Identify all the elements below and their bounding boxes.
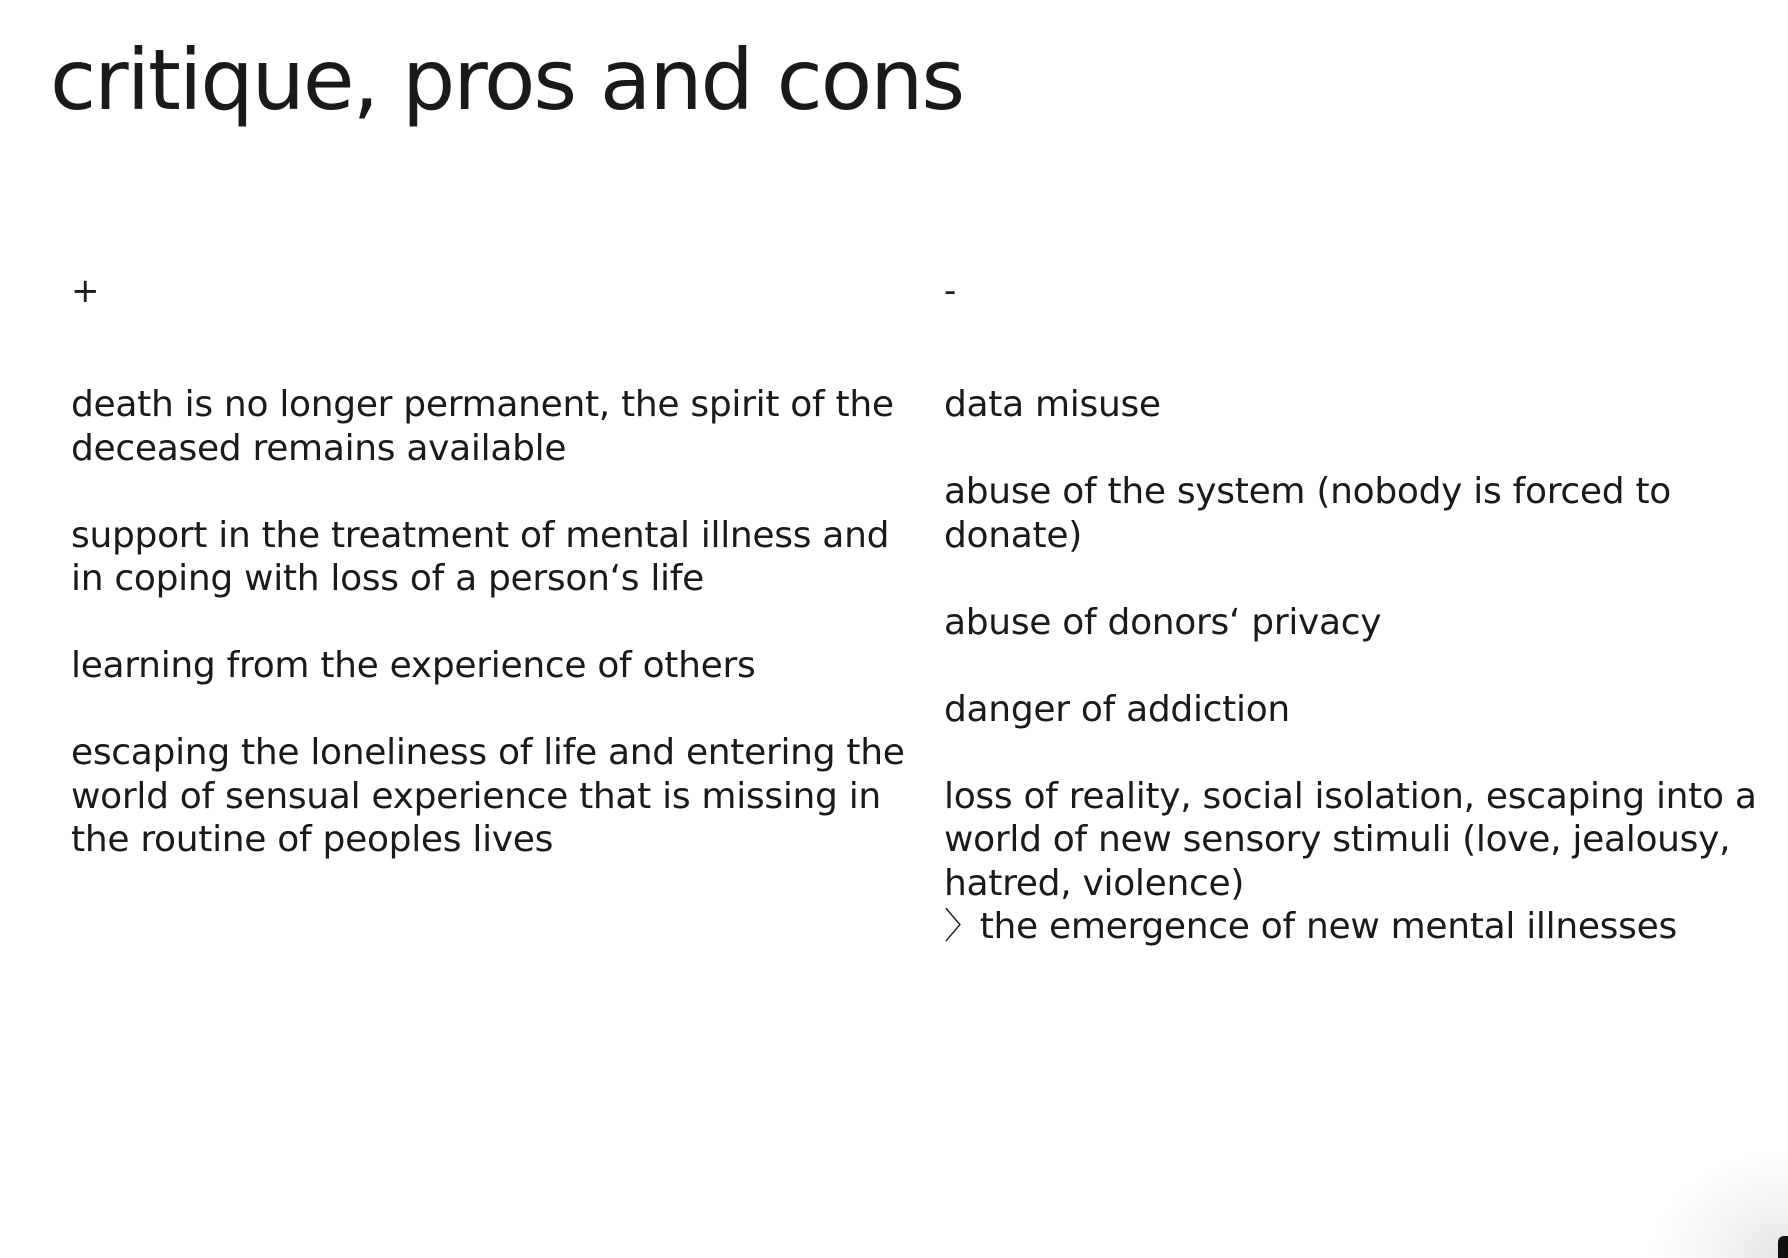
pros-item <box>71 731 905 862</box>
plus-symbol: + <box>71 271 100 311</box>
cons-item-line: 〉the emergence of new mental illnesses <box>944 906 1677 947</box>
cons-item <box>944 775 1757 949</box>
pros-item <box>71 644 861 688</box>
pros-item-line: support in the treatment of mental illness and <box>71 514 890 556</box>
corner-shadow <box>1648 1148 1788 1258</box>
pros-item-line: world of sensual experience that is missing in <box>71 775 881 817</box>
cons-item <box>944 688 1744 732</box>
cons-item-line: abuse of donors‘ privacy <box>944 601 1382 643</box>
pros-item <box>71 514 890 601</box>
slide-title: critique, pros and cons <box>50 31 964 129</box>
cons-column <box>944 270 1757 992</box>
pros-item-line: death is no longer permanent, the spirit of the <box>71 384 894 425</box>
cons-item-line: world of new sensory stimuli (love, jealousy, <box>944 819 1731 860</box>
corner-handle[interactable] <box>1778 1236 1788 1258</box>
pros-column <box>71 270 905 905</box>
cons-item-line: donate) <box>944 514 1082 556</box>
cons-item <box>944 383 1744 427</box>
minus-symbol: - <box>944 271 956 311</box>
pros-item-line: escaping the loneliness of life and entering the <box>71 732 905 773</box>
cons-item <box>944 601 1744 645</box>
pros-item-line: the routine of peoples lives <box>71 819 554 860</box>
cons-item <box>944 470 1744 557</box>
cons-item-line: danger of addiction <box>944 688 1290 730</box>
cons-item-line: hatred, violence) <box>944 862 1245 904</box>
pros-item-line: deceased remains available <box>71 427 567 469</box>
cons-item-line: data misuse <box>944 384 1161 425</box>
cons-item-line: abuse of the system (nobody is forced to <box>944 471 1671 512</box>
cons-item-line: loss of reality, social isolation, escaping into a <box>944 775 1757 817</box>
pros-item <box>71 383 894 470</box>
pros-item-line: in coping with loss of a person‘s life <box>71 558 704 599</box>
pros-item-line: learning from the experience of others <box>71 645 756 686</box>
